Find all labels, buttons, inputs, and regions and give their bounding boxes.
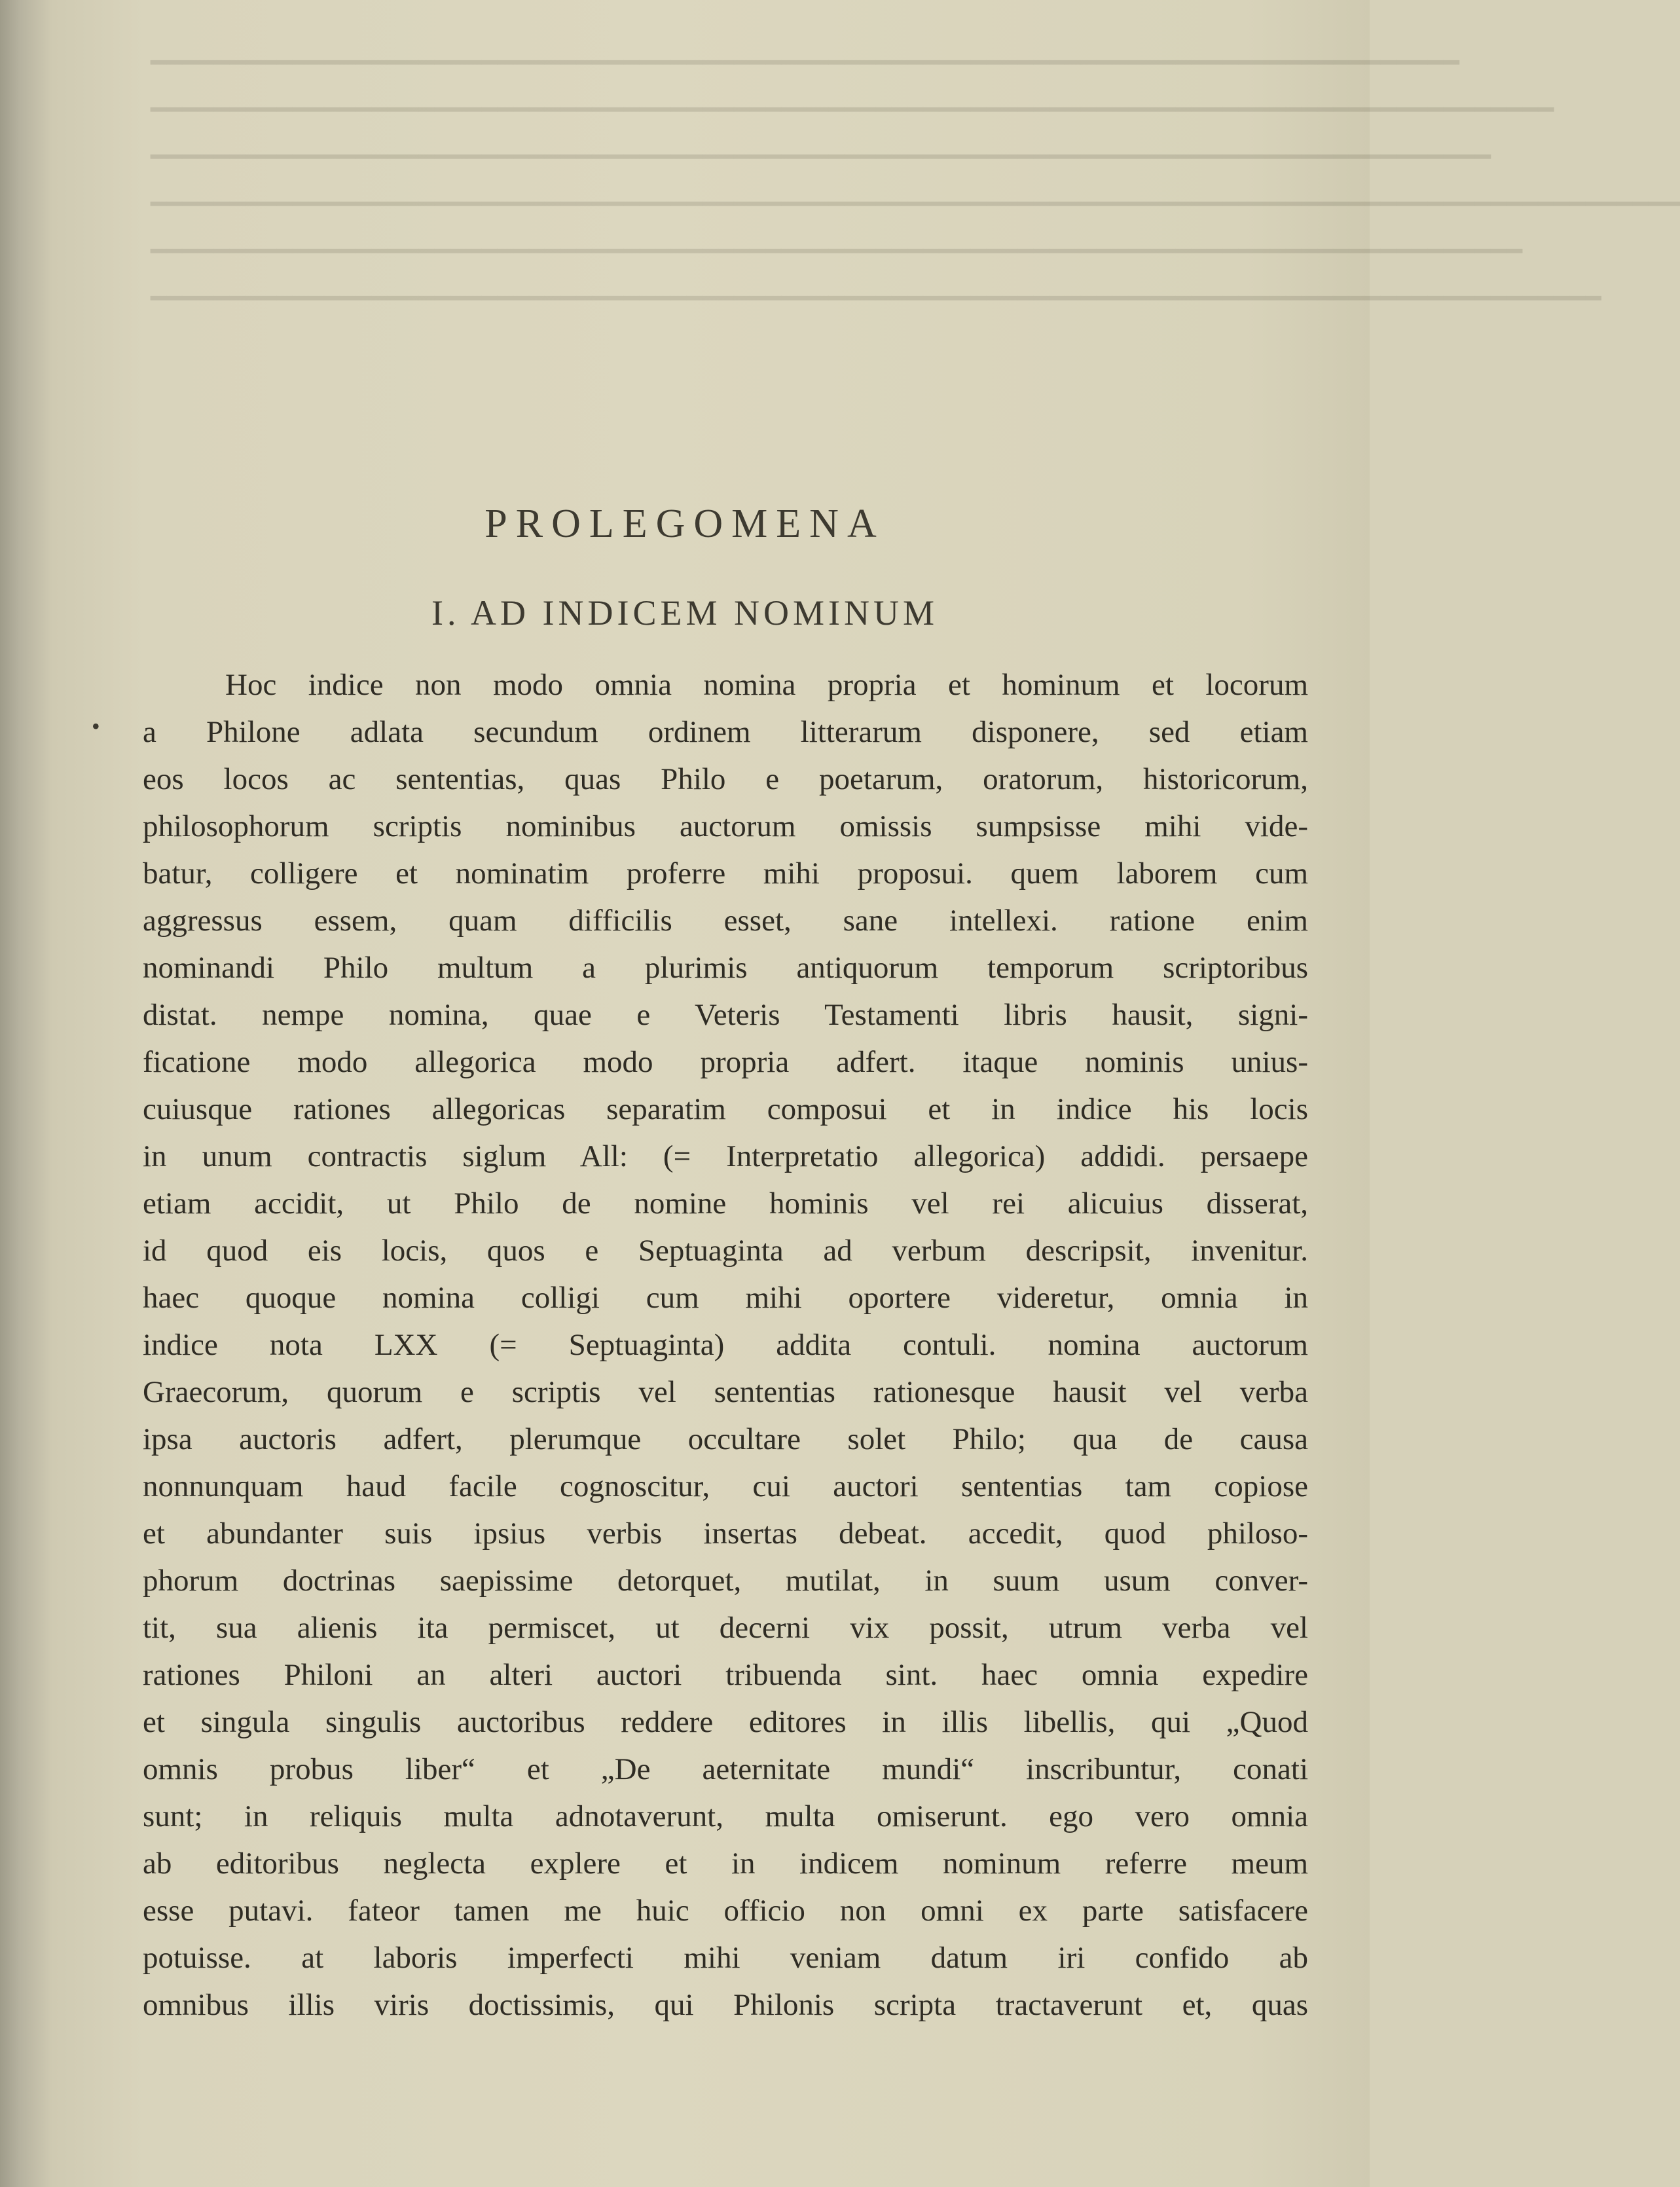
text-line: ficatione modo allegorica modo propria adfert. itaque nominis unius- (143, 1045, 1308, 1079)
text-line: eos locos ac sententias, quas Philo e poetarum, oratorum, historicorum, (143, 762, 1308, 796)
text-line: ab editoribus neglecta explere et in indicem nominum referre meum (143, 1847, 1308, 1881)
body-paragraph (143, 661, 1308, 2029)
text-line: Graecorum, quorum e scriptis vel sententias rationesque hausit vel verba (143, 1375, 1308, 1409)
text-line: a Philone adlata secundum ordinem litterarum disponere, sed etiam (143, 715, 1308, 749)
page-title: PROLEGOMENA (484, 502, 885, 546)
text-line: distat. nempe nomina, quae e Veteris Testamenti libris hausit, signi- (143, 998, 1308, 1032)
text-line: haec quoque nomina colligi cum mihi oportere videretur, omnia in (143, 1281, 1308, 1315)
section-heading: I. AD INDICEM NOMINUM (431, 593, 938, 633)
text-line: cuiusque rationes allegoricas separatim composui et in indice his locis (143, 1092, 1308, 1126)
text-line: philosophorum scriptis nominibus auctorum omissis sumpsisse mihi vide- (143, 809, 1308, 843)
text-line: in unum contractis siglum All: (= Interpretatio allegorica) addidi. persaepe (143, 1139, 1308, 1173)
margin-mark: • (92, 713, 100, 739)
text-line: esse putavi. fateor tamen me huic officio non omni ex parte satisfacere (143, 1894, 1308, 1928)
text-line: et singula singulis auctoribus reddere editores in illis libellis, qui „Quod (143, 1705, 1308, 1739)
text-line: Hoc indice non modo omnia nomina propria et hominum et locorum (225, 668, 1308, 702)
text-line: id quod eis locis, quos e Septuaginta ad verbum descripsit, invenitur. (143, 1234, 1308, 1268)
text-line: rationes Philoni an alteri auctori tribuenda sint. haec omnia expedire (143, 1658, 1308, 1692)
text-line: phorum doctrinas saepissime detorquet, mutilat, in suum usum conver- (143, 1564, 1308, 1598)
text-line: potuisse. at laboris imperfecti mihi veniam datum iri confido ab (143, 1941, 1308, 1975)
text-line: omnis probus liber“ et „De aeternitate mundi“ inscribuntur, conati (143, 1752, 1308, 1786)
text-line: ipsa auctoris adfert, plerumque occultare solet Philo; qua de causa (143, 1422, 1308, 1456)
text-line: et abundanter suis ipsius verbis insertas debeat. accedit, quod philoso- (143, 1516, 1308, 1551)
text-line: tit, sua alienis ita permiscet, ut decerni vix possit, utrum verba vel (143, 1611, 1308, 1645)
text-line: nominandi Philo multum a plurimis antiquorum temporum scriptoribus (143, 951, 1308, 985)
text-line: batur, colligere et nominatim proferre mihi proposui. quem laborem cum (143, 856, 1308, 891)
text-line: omnibus illis viris doctissimis, qui Philonis scripta tractaverunt et, quas (143, 1988, 1308, 2022)
text-line: indice nota LXX (= Septuaginta) addita contuli. nomina auctorum (143, 1328, 1308, 1362)
text-line: etiam accidit, ut Philo de nomine hominis vel rei alicuius disserat, (143, 1186, 1308, 1221)
text-line: nonnunquam haud facile cognoscitur, cui auctori sententias tam copiose (143, 1469, 1308, 1503)
text-line: sunt; in reliquis multa adnotaverunt, multa omiserunt. ego vero omnia (143, 1799, 1308, 1833)
text-line: aggressus essem, quam difficilis esset, sane intellexi. ratione enim (143, 904, 1308, 938)
bleed-through-text: ━━━━━━━━━━━━━━━━━━━━━━━━━━━━━━━━━━━━━━━━━━━━━━━━━━━━━━━━━━━━━━━━━━━━━━━━━━━━━━━━━━━ ━━━━━━━━━━━━━━━━━━━━━━━━━━━━━━━━━━━━━━━━━━━━━━━━━━━━━━━━━━━━━━━━━━━━━━━━━━━━━━━━━━━━━━━━━ ━━━━━━━━━━━━━━━━━━━━━━━━━━━━━━━━━━━━━━━━━━━━━━━━━━━━━━━━━━━━━━━━━━━━━━━━━━━━━━━━━━━━━ ━━━━━━━━━━━━━━━━━━━━━━━━━━━━━━━━━━━━━━━━━━━━━━━━━━━━━━━━━━━━━━━━━━━━━━━━━━━━━━━━━━━━━━━━━━━━━━━━━ ━━━━━━━━━━━━━━━━━━━━━━━━━━━━━━━━━━━━━━━━━━━━━━━━━━━━━━━━━━━━━━━━━━━━━━━━━━━━━━━━━━━━━━━ ━━━━━━━━━━━━━━━━━━━━━━━━━━━━━━━━━━━━━━━━━━━━━━━━━━━━━━━━━━━━━━━━━━━━━━━━━━━━━━━━━━━━━━━━━━━━ (151, 48, 1680, 313)
